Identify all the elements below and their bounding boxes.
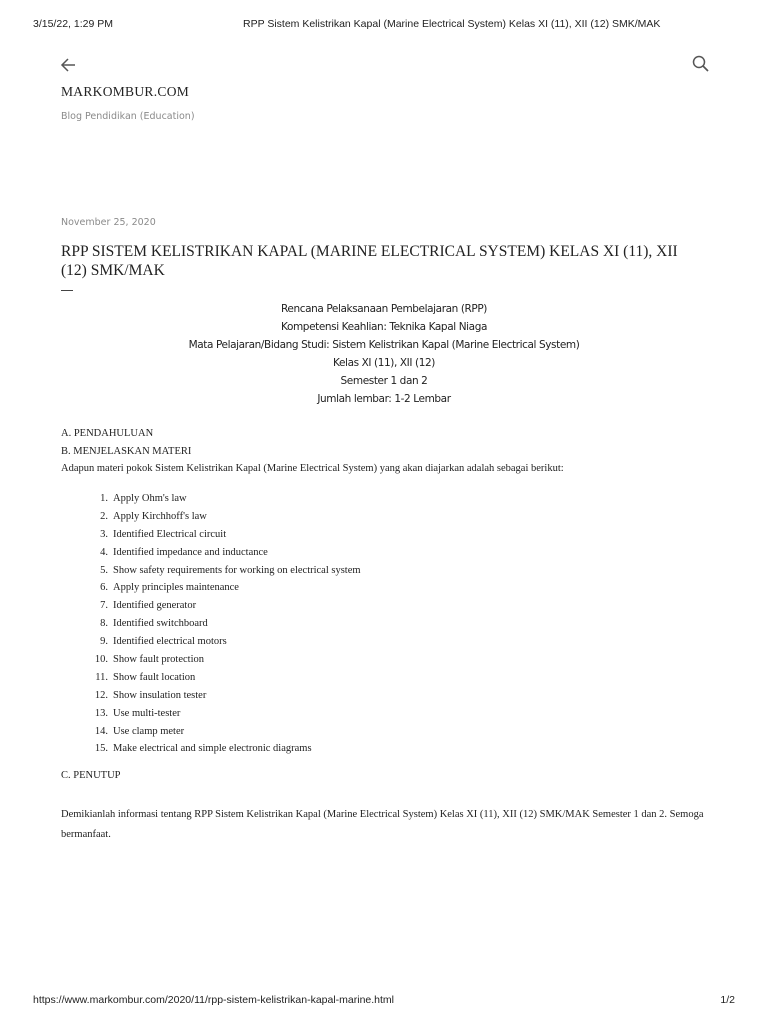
list-item-number: 11. bbox=[95, 671, 108, 683]
list-item-number: 4. bbox=[100, 546, 108, 558]
materi-list bbox=[61, 490, 361, 758]
print-footer bbox=[33, 994, 735, 1008]
rpp-header-line: Semester 1 dan 2 bbox=[340, 375, 428, 387]
rpp-header-line: Kelas XI (11), XII (12) bbox=[333, 357, 435, 369]
post-title: RPP SISTEM KELISTRIKAN KAPAL (MARINE ELECTRICAL SYSTEM) KELAS XI (11), XII (12) SMK/MAK bbox=[61, 243, 678, 279]
list-item bbox=[61, 687, 361, 705]
list-item-number: 6. bbox=[100, 582, 108, 594]
search-icon bbox=[690, 53, 712, 75]
list-item-text: Show insulation tester bbox=[113, 689, 207, 701]
list-item-number: 8. bbox=[100, 618, 108, 630]
intro-paragraph: Adapun materi pokok Sistem Kelistrikan Kapal (Marine Electrical System) yang akan diajarkan adalah sebagai berikut: bbox=[61, 463, 564, 474]
list-item-text: Show safety requirements for working on electrical system bbox=[113, 564, 361, 576]
section-heading-b: B. MENJELASKAN MATERI bbox=[61, 446, 192, 457]
list-item bbox=[61, 508, 361, 526]
post-date: November 25, 2020 bbox=[61, 217, 156, 228]
list-item-text: Show fault location bbox=[113, 671, 196, 683]
back-button[interactable] bbox=[58, 54, 80, 76]
rpp-header-line: Rencana Pelaksanaan Pembelajaran (RPP) bbox=[280, 303, 487, 315]
list-item bbox=[61, 579, 361, 597]
list-item bbox=[61, 615, 361, 633]
list-item-number: 15. bbox=[94, 743, 108, 755]
list-item-number: 2. bbox=[100, 510, 108, 522]
list-item-text: Use clamp meter bbox=[113, 725, 185, 737]
search-button[interactable] bbox=[690, 53, 712, 75]
section-heading-a: A. PENDAHULUAN bbox=[61, 428, 154, 439]
list-item-text: Apply principles maintenance bbox=[113, 582, 239, 594]
list-item bbox=[61, 526, 361, 544]
section-heading-c: C. PENUTUP bbox=[61, 770, 121, 781]
rpp-header-line: Mata Pelajaran/Bidang Studi: Sistem Kelistrikan Kapal (Marine Electrical System) bbox=[188, 339, 580, 351]
list-item bbox=[61, 740, 361, 758]
list-item-number: 12. bbox=[94, 689, 108, 701]
list-item bbox=[61, 723, 361, 741]
list-item-text: Make electrical and simple electronic diagrams bbox=[113, 743, 312, 755]
print-page-number: 1/2 bbox=[720, 994, 735, 1006]
rpp-header-block bbox=[61, 300, 707, 408]
arrow-left-icon bbox=[58, 54, 80, 76]
list-item bbox=[61, 544, 361, 562]
list-item-text: Show fault protection bbox=[113, 654, 204, 666]
list-item-number: 7. bbox=[100, 600, 108, 612]
list-item bbox=[61, 669, 361, 687]
list-item bbox=[61, 490, 361, 508]
list-item-text: Apply Kirchhoff's law bbox=[113, 510, 207, 522]
list-item-number: 1. bbox=[100, 493, 108, 504]
list-item-number: 10. bbox=[94, 654, 108, 666]
list-item-text: Identified generator bbox=[113, 600, 197, 612]
list-item-number: 14. bbox=[94, 725, 108, 737]
list-item-text: Identified switchboard bbox=[113, 618, 208, 630]
site-title-link[interactable]: MARKOMBUR.COM bbox=[61, 84, 190, 99]
list-item bbox=[61, 705, 361, 723]
list-item bbox=[61, 562, 361, 580]
list-item-text: Identified impedance and inductance bbox=[113, 546, 268, 558]
list-item bbox=[61, 597, 361, 615]
list-item bbox=[61, 633, 361, 651]
print-datetime: 3/15/22, 1:29 PM bbox=[33, 18, 113, 30]
list-item-number: 9. bbox=[100, 636, 108, 648]
print-page-title: RPP Sistem Kelistrikan Kapal (Marine Electrical System) Kelas XI (11), XII (12) SMK/MAK bbox=[243, 18, 661, 30]
print-url: https://www.markombur.com/2020/11/rpp-sistem-kelistrikan-kapal-marine.html bbox=[33, 994, 395, 1006]
site-description: Blog Pendidikan (Education) bbox=[61, 111, 195, 122]
closing-paragraph: Demikianlah informasi tentang RPP Sistem Kelistrikan Kapal (Marine Electrical System) Kelas XI (11), XII (12) SMK/MAK Semester 1 dan 2. Semoga bermanfaat. bbox=[61, 809, 704, 840]
list-item-text: Apply Ohm's law bbox=[113, 493, 187, 504]
list-item-text: Identified electrical motors bbox=[113, 636, 227, 648]
print-header bbox=[33, 18, 735, 32]
list-item-number: 5. bbox=[100, 564, 108, 576]
list-item bbox=[61, 651, 361, 669]
list-item-text: Identified Electrical circuit bbox=[113, 528, 227, 540]
rpp-header-line: Kompetensi Keahlian: Teknika Kapal Niaga bbox=[280, 321, 487, 333]
list-item-number: 13. bbox=[94, 707, 108, 719]
list-item-text: Use multi-tester bbox=[113, 707, 181, 719]
list-item-number: 3. bbox=[100, 528, 108, 540]
rpp-header-line: Jumlah lembar: 1-2 Lembar bbox=[317, 393, 451, 405]
title-divider bbox=[61, 290, 73, 291]
